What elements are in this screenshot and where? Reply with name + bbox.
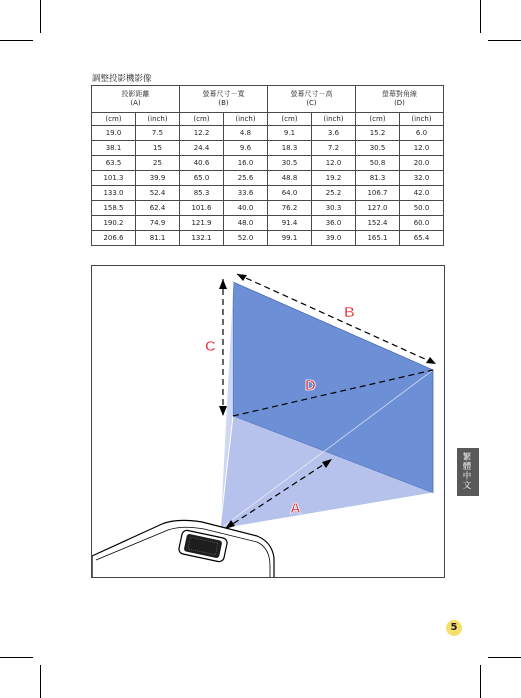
table-cell: 6.0 bbox=[400, 126, 444, 141]
unit-header: (inch) bbox=[136, 113, 180, 126]
table-cell: 33.6 bbox=[224, 186, 268, 201]
table-cell: 7.5 bbox=[136, 126, 180, 141]
table-cell: 19.0 bbox=[92, 126, 136, 141]
crop-mark bbox=[488, 657, 521, 658]
table-cell: 64.0 bbox=[268, 186, 312, 201]
table-cell: 76.2 bbox=[268, 201, 312, 216]
table-cell: 32.0 bbox=[400, 171, 444, 186]
table-row bbox=[92, 156, 444, 171]
table-cell: 60.0 bbox=[400, 216, 444, 231]
label-b: B bbox=[344, 304, 355, 321]
unit-header: (inch) bbox=[312, 113, 356, 126]
group-header-sub: (C) bbox=[306, 99, 317, 107]
table-cell: 19.2 bbox=[312, 171, 356, 186]
table-cell: 9.6 bbox=[224, 141, 268, 156]
label-d: D bbox=[305, 377, 316, 394]
group-header-sub: (B) bbox=[218, 99, 229, 107]
arrow-head bbox=[237, 274, 247, 281]
table-cell: 25.2 bbox=[312, 186, 356, 201]
group-header-label: 螢幕對角線 bbox=[382, 90, 417, 98]
table-cell: 85.3 bbox=[180, 186, 224, 201]
table-cell: 127.0 bbox=[356, 201, 400, 216]
table-row bbox=[92, 216, 444, 231]
table-cell: 9.1 bbox=[268, 126, 312, 141]
unit-header-row bbox=[92, 113, 444, 126]
table-cell: 7.2 bbox=[312, 141, 356, 156]
table-cell: 91.4 bbox=[268, 216, 312, 231]
table-cell: 101.3 bbox=[92, 171, 136, 186]
table-cell: 18.3 bbox=[268, 141, 312, 156]
table-cell: 15.2 bbox=[356, 126, 400, 141]
table-cell: 50.0 bbox=[400, 201, 444, 216]
table-row bbox=[92, 171, 444, 186]
table-cell: 24.4 bbox=[180, 141, 224, 156]
table-cell: 65.0 bbox=[180, 171, 224, 186]
projection-table bbox=[91, 85, 444, 246]
projection-diagram-svg bbox=[92, 266, 445, 578]
table-cell: 62.4 bbox=[136, 201, 180, 216]
unit-header: (cm) bbox=[92, 113, 136, 126]
table-cell: 39.9 bbox=[136, 171, 180, 186]
table-cell: 16.0 bbox=[224, 156, 268, 171]
table-cell: 121.9 bbox=[180, 216, 224, 231]
crop-mark bbox=[0, 40, 33, 41]
table-cell: 15 bbox=[136, 141, 180, 156]
unit-header: (cm) bbox=[356, 113, 400, 126]
table-cell: 165.1 bbox=[356, 231, 400, 246]
table-cell: 36.0 bbox=[312, 216, 356, 231]
table-body bbox=[92, 126, 444, 246]
group-header-b bbox=[180, 86, 268, 113]
table-cell: 30.5 bbox=[356, 141, 400, 156]
table-cell: 38.1 bbox=[92, 141, 136, 156]
unit-header: (cm) bbox=[268, 113, 312, 126]
table-cell: 158.5 bbox=[92, 201, 136, 216]
table-cell: 81.1 bbox=[136, 231, 180, 246]
table-cell: 4.8 bbox=[224, 126, 268, 141]
arrow-head bbox=[219, 279, 227, 289]
group-header-c bbox=[268, 86, 356, 113]
page-number: 5 bbox=[446, 620, 462, 636]
group-header-d bbox=[356, 86, 444, 113]
table-cell: 25 bbox=[136, 156, 180, 171]
crop-mark bbox=[480, 665, 481, 698]
table-cell: 48.8 bbox=[268, 171, 312, 186]
table-cell: 81.3 bbox=[356, 171, 400, 186]
table-cell: 99.1 bbox=[268, 231, 312, 246]
table-cell: 133.0 bbox=[92, 186, 136, 201]
table-cell: 65.4 bbox=[400, 231, 444, 246]
table-cell: 152.4 bbox=[356, 216, 400, 231]
table-cell: 12.0 bbox=[400, 141, 444, 156]
table-cell: 30.5 bbox=[268, 156, 312, 171]
table-cell: 40.0 bbox=[224, 201, 268, 216]
table-cell: 3.6 bbox=[312, 126, 356, 141]
table-row bbox=[92, 201, 444, 216]
table-cell: 12.2 bbox=[180, 126, 224, 141]
table-cell: 48.0 bbox=[224, 216, 268, 231]
unit-header: (inch) bbox=[224, 113, 268, 126]
language-tab-label: 繁體中文 bbox=[461, 452, 471, 490]
label-c: C bbox=[205, 338, 216, 355]
table-cell: 52.0 bbox=[224, 231, 268, 246]
table-row bbox=[92, 126, 444, 141]
table-cell: 20.0 bbox=[400, 156, 444, 171]
table-cell: 52.4 bbox=[136, 186, 180, 201]
table-cell: 63.5 bbox=[92, 156, 136, 171]
crop-mark bbox=[40, 0, 41, 33]
table-row bbox=[92, 186, 444, 201]
table-cell: 106.7 bbox=[356, 186, 400, 201]
table-cell: 30.3 bbox=[312, 201, 356, 216]
table-row bbox=[92, 141, 444, 156]
group-header-sub: (D) bbox=[394, 99, 405, 107]
table-cell: 12.0 bbox=[312, 156, 356, 171]
group-header-a bbox=[92, 86, 180, 113]
group-header-label: 投影距離 bbox=[121, 90, 150, 98]
table-cell: 42.0 bbox=[400, 186, 444, 201]
table-row bbox=[92, 231, 444, 246]
arrow-head bbox=[426, 357, 436, 364]
language-tab bbox=[457, 448, 479, 496]
table-cell: 206.6 bbox=[92, 231, 136, 246]
table-cell: 190.2 bbox=[92, 216, 136, 231]
label-a: A bbox=[290, 500, 301, 517]
group-header-row bbox=[92, 86, 444, 113]
unit-header: (inch) bbox=[400, 113, 444, 126]
crop-mark bbox=[480, 0, 481, 33]
crop-mark bbox=[40, 665, 41, 698]
projection-diagram bbox=[91, 265, 445, 578]
crop-mark bbox=[488, 40, 521, 41]
table-cell: 74.9 bbox=[136, 216, 180, 231]
group-header-label: 螢幕尺寸－寬 bbox=[202, 90, 245, 98]
table-cell: 25.6 bbox=[224, 171, 268, 186]
crop-mark bbox=[0, 657, 33, 658]
table-cell: 50.8 bbox=[356, 156, 400, 171]
table-cell: 101.6 bbox=[180, 201, 224, 216]
page-title: 調整投影機影像 bbox=[92, 74, 152, 84]
table-cell: 40.6 bbox=[180, 156, 224, 171]
group-header-sub: (A) bbox=[130, 99, 141, 107]
table-cell: 132.1 bbox=[180, 231, 224, 246]
group-header-label: 螢幕尺寸－高 bbox=[290, 90, 333, 98]
unit-header: (cm) bbox=[180, 113, 224, 126]
table-cell: 39.0 bbox=[312, 231, 356, 246]
